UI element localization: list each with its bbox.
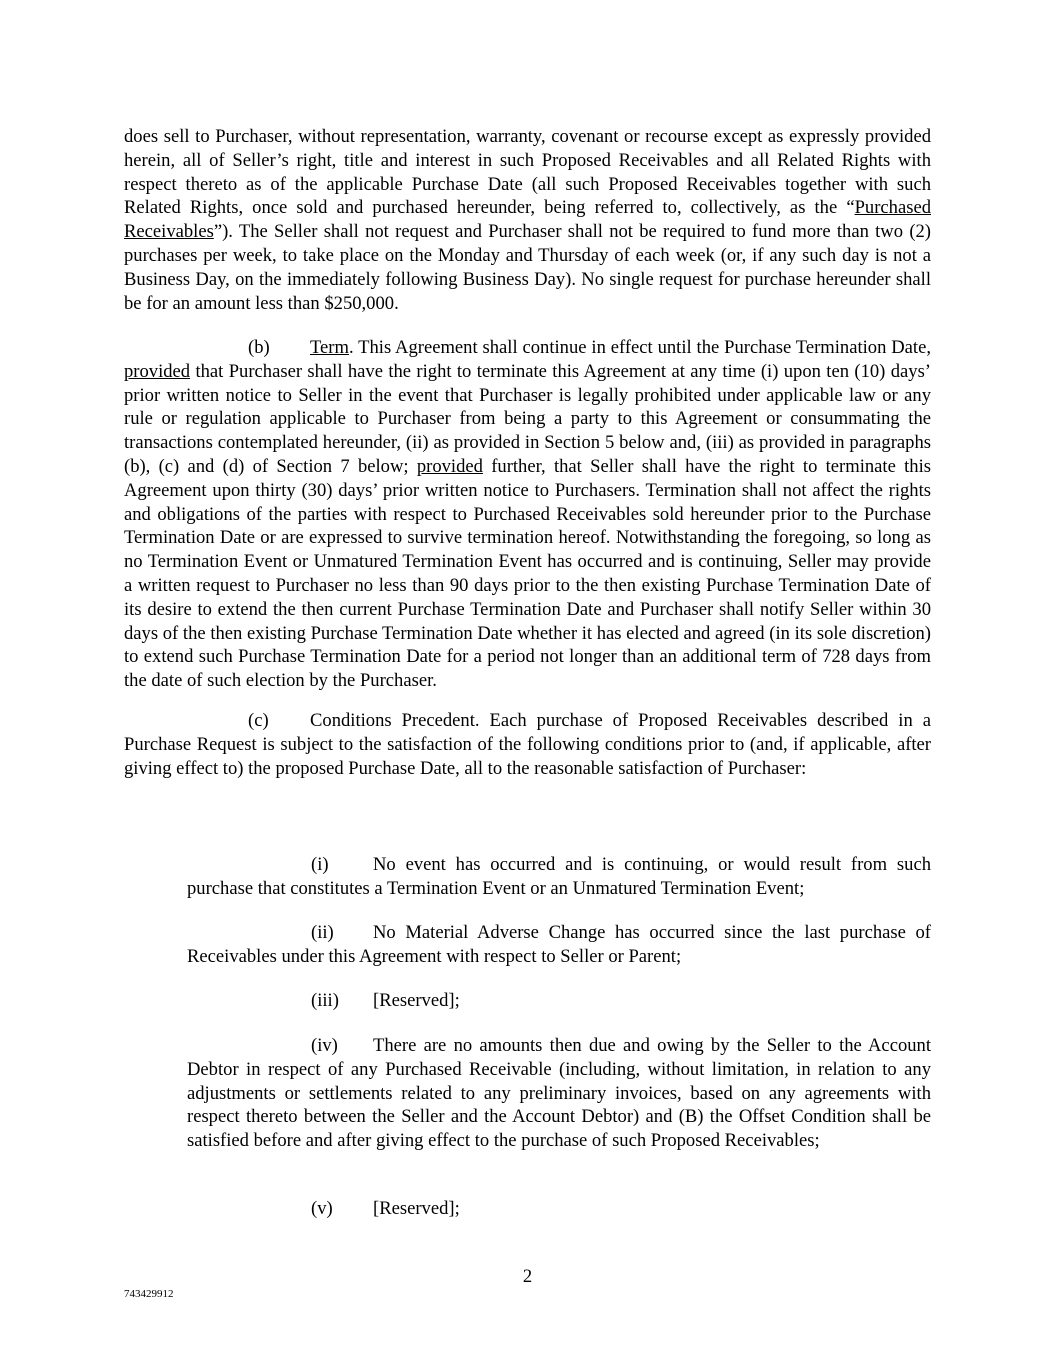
document-id: 743429912 <box>124 1288 174 1300</box>
paragraph-number: (c) <box>248 710 269 731</box>
paragraph-text: further, that Seller shall have the right to terminate this Agreement upon thirty (30) days’ prior written notice to Purchasers. Termination shall not affect the rights and obligations of the parties with respect to Purchased Receivables sold hereunder prior to the Purchase Termination Date or are expressed to survive termination hereof. Notwithstanding the foregoing, so long as no Termination Event or Unmatured Termination Event has occurred and is continuing, Seller may provide a written request to Purchaser no less than 90 days prior to the then existing Purchase Termination Date of its desire to extend the then current Purchase Termination Date and Purchaser shall notify Seller within 30 days of the then existing Purchase Termination Date whether it has elected and agreed (in its sole discretion) to extend such Purchase Termination Date for a period not longer than an additional term of 728 days from the date of such election by the Purchaser. <box>124 455 931 692</box>
condition-item <box>187 921 931 969</box>
paragraph-a-continuation <box>124 125 931 315</box>
condition-number: (ii) <box>311 922 334 943</box>
paragraph-c-conditions-precedent <box>124 709 931 780</box>
defined-term-purchased-receivables: Purchased Receivables <box>124 197 931 243</box>
page-number: 2 <box>522 1266 533 1287</box>
condition-text: There are no amounts then due and owing by the Seller to the Account Debtor in respect of any Purchased Receivable (including, without limitation, in relation to any adjustments or settlements related to any preliminary invoices, based on any agreements with respect thereto between the Seller and the Account Debtor) and (B) the Offset Condition shall be satisfied before and after giving effect to the purchase of such Proposed Receivables; <box>187 1035 931 1152</box>
paragraph-text: does sell to Purchaser, without representation, warranty, covenant or recourse except as expressly provided herein, all of Seller’s right, title and interest in such Proposed Receivables and all Related Rights with respect thereto as of the applicable Purchase Date (all such Proposed Receivables together with such Related Rights, once sold and purchased hereunder, being referred to, collectively, as the “ <box>124 126 931 219</box>
paragraph-text: that Purchaser shall have the right to terminate this Agreement at any time (i) upon ten (10) days’ prior written notice to Seller in the event that Purchaser is legally prohibited under applicable law or any rule or regulation applicable to Purchaser from being a party to this Agreement or consummating the transactions contemplated hereunder, (ii) as provided in Section 5 below and, (iii) as provided in paragraphs (b), (c) and (d) of Section 7 below; <box>124 360 931 477</box>
paragraph-text: . This Agreement shall continue in effect until the Purchase Termination Date, <box>348 337 931 358</box>
paragraph-number: (b) <box>248 337 270 358</box>
condition-item <box>187 1034 931 1153</box>
provided-term: provided <box>416 455 483 477</box>
condition-text: No Material Adverse Change has occurred since the last purchase of Receivables under this Agreement with respect to Seller or Parent; <box>187 922 931 967</box>
condition-item <box>187 1197 931 1221</box>
condition-number: (i) <box>311 854 329 875</box>
condition-text: [Reserved]; <box>373 1198 460 1219</box>
condition-item <box>187 989 931 1013</box>
paragraph-text: Conditions Precedent. Each purchase of Proposed Receivables described in a Purchase Request is subject to the satisfaction of the following conditions prior to (and, if applicable, after giving effect to) the proposed Purchase Date, all to the reasonable satisfaction of Purchaser: <box>124 710 931 779</box>
paragraph-text: ”). The Seller shall not request and Purchaser shall not be required to fund more than two (2) purchases per week, to take place on the Monday and Thursday of each week (or, if any such day is not a Business Day, on the immediately following Business Day). No single request for purchase hereunder shall be for an amount less than $250,000. <box>124 221 931 314</box>
condition-number: (v) <box>311 1198 333 1219</box>
condition-number: (iv) <box>311 1035 338 1056</box>
condition-text: No event has occurred and is continuing, or would result from such purchase that constitutes a Termination Event or an Unmatured Termination Event; <box>187 854 931 899</box>
condition-number: (iii) <box>311 990 339 1011</box>
provided-term: provided <box>124 360 191 382</box>
paragraph-heading: Term <box>310 337 349 358</box>
paragraph-b-term <box>124 336 931 693</box>
condition-text: [Reserved]; <box>373 990 460 1011</box>
condition-item <box>187 853 931 901</box>
